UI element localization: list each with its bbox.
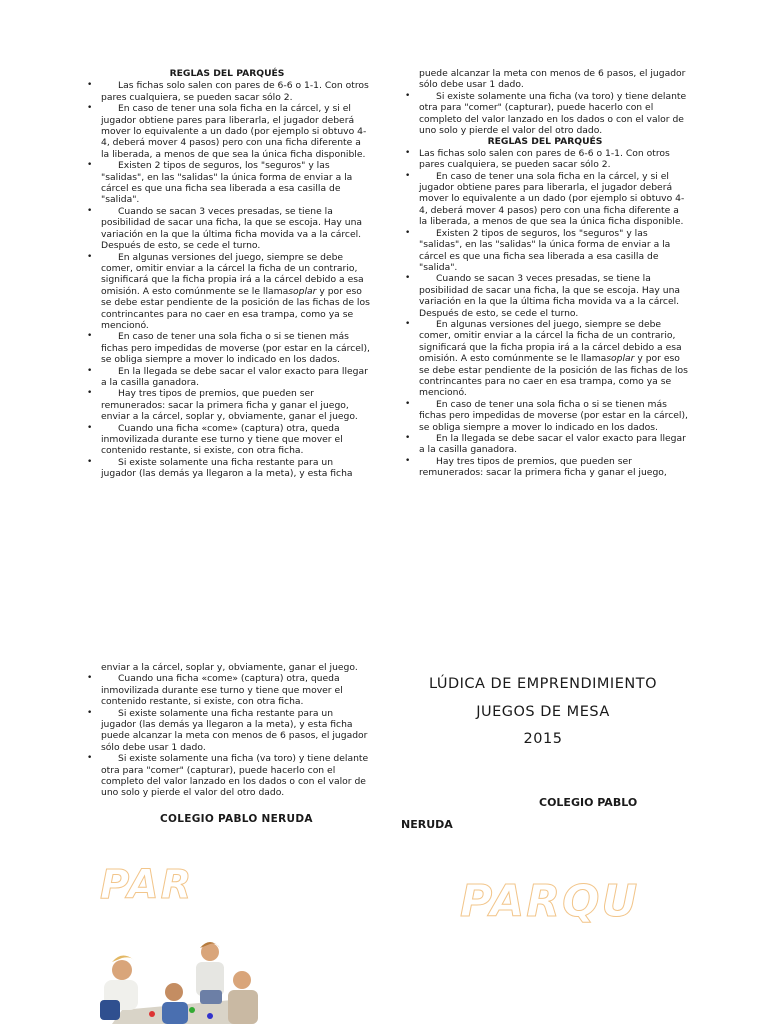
list-item: • Hay tres tipos de premios, que pueden ser remunerados: sacar la primera ficha y ganar el juego, enviar a la cárcel, soplar y, obviamente, ganar el juego.	[84, 388, 370, 422]
list-item: • Si existe solamente una ficha (va toro) y tiene delante otra para "comer" (capturar), puede hacerlo con el completo del valor lanzado en los dados o con el valor de uno solo y pierde el valor del otro dado.	[402, 91, 688, 137]
list-item: • En la llegada se debe sacar el valor exacto para llegar a la casilla ganadora.	[402, 433, 688, 456]
cover-line-1: LÚDICA DE EMPRENDIMIENTO	[428, 676, 657, 692]
list-item: • En caso de tener una sola ficha o si se tienen más fichas pero impedidas de moverse (por estar en la cárcel), se obliga siempre a mover lo indicado en los dados.	[84, 331, 370, 365]
list-item: • Cuando se sacan 3 veces presadas, se tiene la posibilidad de sacar una ficha, la que se escoja. Hay una variación en la que la última ficha movida va a la cárcel. Después de esto, se cede el turno.	[402, 273, 688, 319]
rules-list	[402, 68, 688, 136]
rules-list	[84, 662, 370, 799]
children-playing-photo	[82, 940, 272, 1024]
rules-title: REGLAS DEL PARQUÉS	[487, 136, 603, 148]
list-item: • En caso de tener una sola ficha o si se tienen más fichas pero impedidas de moverse (por estar en la cárcel), se obliga siempre a mover lo indicado en los dados.	[402, 399, 688, 433]
list-item: • Las fichas solo salen con pares de 6-6 o 1-1. Con otros pares cualquiera, se pueden sacar sólo 2.	[402, 148, 688, 171]
right-rules-panel	[402, 68, 688, 479]
cover-school-part-1: COLEGIO PABLO	[539, 796, 638, 809]
list-item: • Cuando una ficha «come» (captura) otra, queda inmovilizada durante ese turno y tiene que mover el contenido restante, si existe, con otra ficha.	[84, 673, 370, 707]
list-item: • Las fichas solo salen con pares de 6-6 o 1-1. Con otros pares cualquiera, se pueden sacar sólo 2.	[84, 80, 370, 103]
list-item: • Cuando se sacan 3 veces presadas, se tiene la posibilidad de sacar una ficha, la que se escoja. Hay una variación en la que la última ficha movida va a la cárcel. Después de esto, se cede el turno.	[84, 206, 370, 252]
word-art-parqu: PARQU	[460, 876, 640, 927]
left-rules-panel	[84, 68, 370, 480]
list-item: • Cuando una ficha «come» (captura) otra, queda inmovilizada durante ese turno y tiene que mover el contenido restante, si existe, con otra ficha.	[84, 423, 370, 457]
list-item: • En caso de tener una sola ficha en la cárcel, y si el jugador obtiene pares para liberarla, el jugador deberá mover lo equivalente a un dado (por ejemplo si obtuvo 4-4, deberá mover 4 pasos) pero con una ficha diferente a la liberada, a menos de que sea la única ficha disponible.	[402, 171, 688, 228]
word-art-par: PAR	[100, 862, 194, 908]
list-item: • Existen 2 tipos de seguros, los "seguros" y las "salidas", en las "salidas" la única forma de enviar a la cárcel es que una ficha sea liberada a esa casilla de "salida".	[84, 160, 370, 206]
list-item: puede alcanzar la meta con menos de 6 pasos, el jugador sólo debe usar 1 dado.	[419, 68, 686, 91]
list-item: • Hay tres tipos de premios, que pueden ser remunerados: sacar la primera ficha y ganar el juego,	[402, 456, 688, 479]
rules-list	[402, 148, 688, 479]
rules-list	[84, 80, 370, 479]
list-item: • En algunas versiones del juego, siempre se debe comer, omitir enviar a la cárcel la ficha de un contrario, significará que la ficha propia irá a la cárcel debido a esa omisión. A esto comúnmente se le llamasoplar y por eso se debe estar pendiente de la posición de las fichas de los contrincantes para no caer en esa trampa, como ya se mencionó.	[402, 319, 688, 399]
list-item: • Existen 2 tipos de seguros, los "seguros" y las "salidas", en las "salidas" la única forma de enviar a la cárcel es que una ficha sea liberada a esa casilla de "salida".	[402, 228, 688, 274]
cover-line-3: 2015	[523, 731, 563, 747]
list-item: • Si existe solamente una ficha (va toro) y tiene delante otra para "comer" (capturar), puede hacerlo con el completo del valor lanzado en los dados o con el valor de uno solo y pierde el valor del otro dado.	[84, 753, 370, 799]
bottom-left-panel	[84, 662, 370, 799]
list-item: • En caso de tener una sola ficha en la cárcel, y si el jugador obtiene pares para liberarla, el jugador deberá mover lo equivalente a un dado (por ejemplo si obtuvo 4-4, deberá mover 4 pasos) pero con una ficha diferente a la liberada, a menos de que sea la única ficha disponible.	[84, 103, 370, 160]
rules-title: REGLAS DEL PARQUÉS	[169, 68, 285, 79]
list-item: • Si existe solamente una ficha restante para un jugador (las demás ya llegaron a la meta), y esta ficha puede alcanzar la meta con menos de 6 pasos, el jugador sólo debe usar 1 dado.	[84, 708, 370, 754]
list-item: • Si existe solamente una ficha restante para un jugador (las demás ya llegaron a la meta), y esta ficha	[84, 457, 370, 480]
list-item: • En algunas versiones del juego, siempre se debe comer, omitir enviar a la cárcel la ficha de un contrario, significará que la ficha propia irá a la cárcel debido a esa omisión. A esto comúnmente se le llamasoplar y por eso se debe estar pendiente de la posición de las fichas de los contrincantes para no caer en esa trampa, como ya se mencionó.	[84, 252, 370, 332]
list-item: • En la llegada se debe sacar el valor exacto para llegar a la casilla ganadora.	[84, 366, 370, 389]
list-item: enviar a la cárcel, soplar y, obviamente, ganar el juego.	[101, 662, 358, 673]
cover-line-2: JUEGOS DE MESA	[476, 704, 610, 720]
cover-school-part-2: NERUDA	[401, 818, 453, 831]
school-name-left: COLEGIO PABLO NERUDA	[160, 813, 313, 825]
